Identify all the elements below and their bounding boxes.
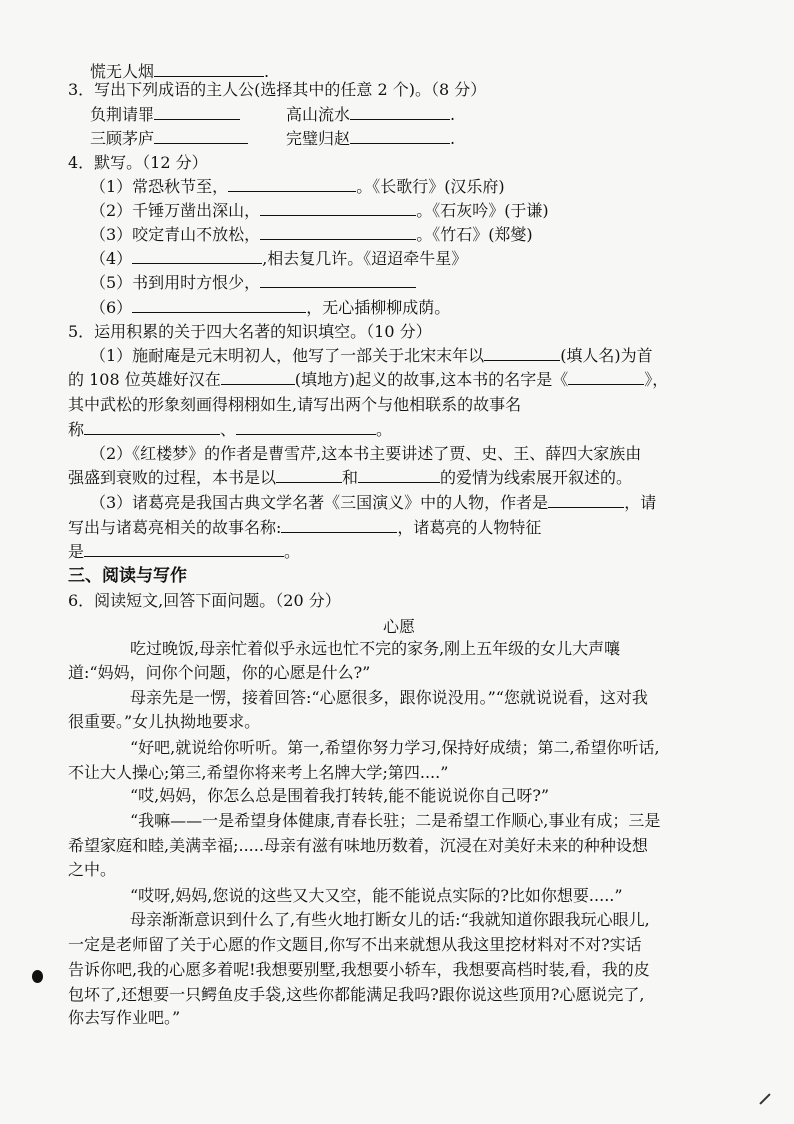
blank[interactable]	[484, 346, 560, 361]
blank[interactable]	[350, 129, 450, 144]
blank[interactable]	[132, 298, 306, 313]
text: (填人名)为首	[560, 346, 653, 365]
passage-p7c: 告诉你吧,我的心愿多着呢!我想要别墅,我想要小轿车，我想要高档时装,看，我的皮	[68, 960, 650, 979]
q5-line7	[90, 493, 656, 513]
text: 和	[342, 468, 359, 487]
blank[interactable]	[281, 518, 397, 533]
q3-row2b: 完璧归赵 .	[286, 129, 456, 148]
poem-text: （2）千锤万凿出深山，	[90, 201, 261, 220]
passage-p4: “哎,妈妈，你怎么总是围着我打转转,能不能说说你自己呀?”	[130, 786, 550, 805]
q4-item5	[90, 273, 416, 293]
poem-text: （4）	[90, 249, 133, 268]
poem-source: 。《竹石》(郑燮)	[416, 225, 533, 244]
blank[interactable]	[236, 420, 376, 435]
q3-row1	[90, 105, 240, 125]
q4-item3	[90, 225, 533, 245]
blank[interactable]	[260, 273, 416, 288]
text: 。	[284, 542, 301, 561]
blank[interactable]	[276, 468, 342, 483]
blank[interactable]	[260, 201, 416, 216]
blank[interactable]	[132, 249, 262, 264]
q5-line1	[90, 346, 653, 366]
binding-hole-dot	[32, 970, 43, 983]
passage-p2: 母亲先是一愣，接着回答:“心愿很多，跟你说没用。”“您就说说看，这对我	[130, 688, 648, 707]
idiom-text: 三顾茅庐	[90, 129, 155, 148]
passage-p7d: 包坏了,还想要一只鳄鱼皮手袋,这些你都能满足我吗?跟你说这些顶用?心愿说完了,	[68, 985, 645, 1004]
blank[interactable]	[154, 105, 240, 120]
q5-line2	[68, 370, 668, 390]
text: (填地方)起义的故事,这本书的名字是《	[294, 370, 569, 389]
blank[interactable]	[221, 370, 295, 385]
passage-p5c: 之中。	[68, 860, 117, 879]
text: 称	[68, 420, 85, 439]
text: ，请	[624, 493, 657, 512]
q5-line4	[68, 420, 392, 440]
poem-text: （6）	[90, 298, 133, 317]
poem-source: ,相去复几许。《迢迢牵牛星》	[262, 249, 468, 268]
scan-mark	[759, 1093, 770, 1104]
text: ，诸葛亮的人物特征	[397, 518, 542, 537]
passage-p5b: 希望家庭和睦,美满幸福;.....母亲有滋有味地历数着，沉浸在对美好未来的种种设想	[68, 836, 648, 855]
q5-line3: 其中武松的形象刻画得栩栩如生,请写出两个与他相联系的故事名	[68, 395, 522, 414]
idiom-text: 完璧归赵	[286, 129, 351, 148]
q3-row1b: 高山流水 .	[286, 105, 456, 124]
passage-p5: “我嘛——一是希望身体健康,青春长驻；二是希望工作顺心,事业有成；三是	[130, 811, 661, 830]
text: 是	[68, 542, 85, 561]
blank[interactable]	[154, 129, 248, 144]
idiom-text: 高山流水	[286, 105, 351, 124]
answer-line-idiom: 慌无人烟 .	[90, 62, 270, 81]
q4-item4	[90, 249, 467, 269]
poem-source: 。《石灰吟》(于谦)	[416, 201, 549, 220]
idiom-text: 慌无人烟	[90, 62, 155, 81]
text: 的 108 位英雄好汉在	[68, 370, 221, 389]
section-heading: 三、阅读与写作	[68, 566, 187, 586]
blank[interactable]	[350, 105, 450, 120]
question-3: 3．写出下列成语的主人公(选择其中的任意 2 个)。（8 分）	[68, 80, 487, 99]
text: （3）诸葛亮是我国古典文学名著《三国演义》中的人物，作者是	[90, 493, 549, 512]
passage-p6: “哎呀,妈妈,您说的这些又大又空，能不能说点实际的?比如你想要.....”	[130, 886, 623, 905]
text: 的爱情为线索展开叙述的。	[440, 468, 633, 487]
question-4: 4．默写。（12 分）	[68, 153, 208, 172]
blank[interactable]	[568, 370, 644, 385]
poem-text: ，无心插柳柳成荫。	[306, 298, 451, 317]
poem-text: （1）常恐秋节至，	[90, 177, 229, 196]
question-6: 6．阅读短文,回答下面问题。（20 分）	[68, 591, 341, 610]
q5-line6	[68, 468, 632, 488]
poem-text: （3）咬定青山不放松，	[90, 225, 261, 244]
passage-p7b: 一定是老师留了关于心愿的作文题目,你写不出来就想从我这里挖材料对不对?实话	[68, 935, 642, 954]
text: 。	[376, 420, 393, 439]
poem-source: 。《长歌行》(汉乐府)	[356, 177, 505, 196]
q4-item6	[90, 298, 450, 318]
text: 写出与诸葛亮相关的故事名称:	[68, 518, 282, 537]
passage-p2b: 很重要。”女儿执拗地要求。	[68, 712, 261, 731]
q5-line8	[68, 518, 541, 538]
blank[interactable]	[358, 468, 440, 483]
q5-line5: （2）《红楼梦》的作者是曹雪芹,这本书主要讲述了贾、史、王、薛四大家族由	[90, 444, 642, 463]
idiom-text: 负荆请罪	[90, 105, 155, 124]
text: （1）施耐庵是元末明初人，他写了一部关于北宋末年以	[90, 346, 485, 365]
text: 强盛到衰败的过程，本书是以	[68, 468, 277, 487]
q3-row2	[90, 129, 248, 149]
blank[interactable]	[260, 225, 416, 240]
text: 、	[220, 420, 237, 439]
q4-item2	[90, 201, 549, 221]
blank[interactable]	[84, 542, 284, 557]
passage-p7: 母亲渐渐意识到什么了,有些火地打断女儿的话:“我就知道你跟我玩心眼儿,	[130, 910, 650, 929]
poem-text: （5）书到用时方恨少，	[90, 273, 261, 292]
passage-p3: “好吧,就说给你听听。第一,希望你努力学习,保持好成绩；第二,希望你听话,	[130, 738, 660, 757]
passage-p1: 吃过晚饭,母亲忙着似乎永远也忙不完的家务,刚上五年级的女儿大声嚷	[130, 639, 621, 658]
passage-p1b: 道:“妈妈，问你个问题，你的心愿是什么?”	[68, 663, 371, 682]
blank[interactable]	[548, 493, 624, 508]
passage-p3b: 不让大人操心;第三,希望你将来考上名牌大学;第四....”	[68, 763, 449, 782]
blank[interactable]	[154, 62, 264, 77]
blank[interactable]	[84, 420, 220, 435]
passage-p7e: 你去写作业吧。”	[68, 1008, 181, 1027]
question-5: 5．运用积累的关于四大名著的知识填空。（10 分）	[68, 322, 432, 341]
blank[interactable]	[228, 177, 356, 192]
text: 》，	[644, 370, 669, 389]
q4-item1	[90, 177, 505, 197]
passage-title: 心愿	[383, 617, 416, 636]
q5-line9	[68, 542, 300, 562]
